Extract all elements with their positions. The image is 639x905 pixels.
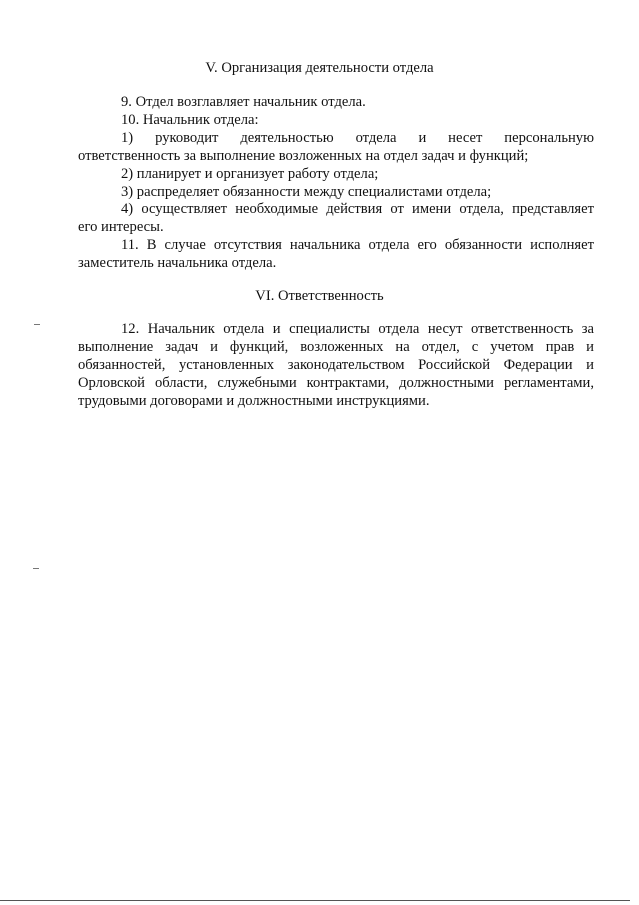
- item-3: 3) распределяет обязанности между специалистами отдела;: [121, 184, 492, 200]
- item-4-line-1: 4) осуществляет необходимые действия от имени отдела, представляет: [121, 201, 594, 217]
- paragraph-12-line-2: выполнение задач и функций, возложенных на отдел, с учетом прав и: [78, 339, 594, 355]
- paragraph-11-line-2: заместитель начальника отдела.: [78, 255, 277, 271]
- scan-mark: [34, 324, 40, 325]
- paragraph-12-line-1: 12. Начальник отдела и специалисты отдела несут ответственность за: [121, 321, 594, 337]
- item-4-line-2: его интересы.: [78, 219, 164, 235]
- paragraph-12-line-3: обязанностей, установленных законодательством Российской Федерации и: [78, 357, 594, 373]
- paragraph-9: 9. Отдел возглавляет начальник отдела.: [121, 94, 366, 110]
- section-heading-v: V. Организация деятельности отдела: [205, 60, 434, 76]
- paragraph-12-line-4: Орловской области, служебными контрактами, должностными регламентами,: [78, 375, 594, 391]
- item-1-line-2: ответственность за выполнение возложенных на отдел задач и функций;: [78, 148, 529, 164]
- item-1-line-1: 1) руководит деятельностью отдела и несет персональную: [121, 130, 594, 146]
- paragraph-10: 10. Начальник отдела:: [121, 112, 259, 128]
- item-2: 2) планирует и организует работу отдела;: [121, 166, 379, 182]
- paragraph-12-line-5: трудовыми договорами и должностными инструкциями.: [78, 393, 430, 409]
- scan-mark: [33, 568, 39, 569]
- section-heading-vi: VI. Ответственность: [255, 288, 384, 304]
- paragraph-11-line-1: 11. В случае отсутствия начальника отдела его обязанности исполняет: [121, 237, 594, 253]
- page-bottom-edge: [0, 900, 630, 901]
